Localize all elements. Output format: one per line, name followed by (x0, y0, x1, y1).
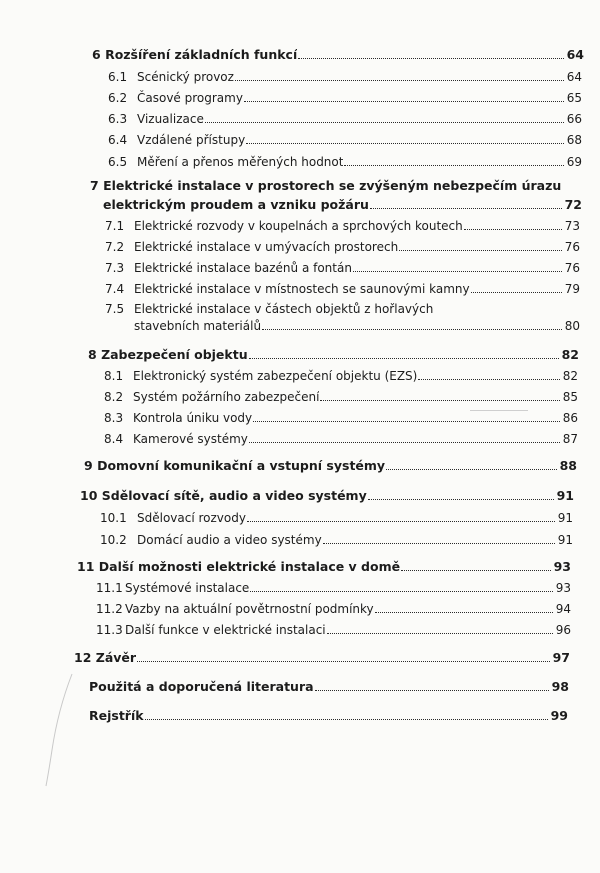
section-title: Domácí audio a video systémy (137, 533, 322, 547)
dot-leader (250, 591, 552, 592)
page-number: 99 (550, 708, 568, 723)
section-title: Systém požárního zabezpečení (133, 390, 320, 404)
section-title: Vazby na aktuální povětrnostní podmínky (125, 602, 374, 616)
page-number: 87 (562, 432, 578, 446)
toc-section-10-2[interactable] (100, 532, 573, 548)
section-number: 10.1 (100, 511, 127, 525)
section-title: Elektrické rozvody v koupelnách a sprchových koutech (134, 219, 463, 233)
section-number: 7.4 (105, 282, 125, 296)
section-number: 8.1 (104, 369, 124, 383)
chapter-number: 11 (77, 559, 95, 574)
section-title: Další funkce v elektrické instalaci (125, 623, 326, 637)
dot-leader (368, 499, 554, 500)
chapter-title: Domovní komunikační a vstupní systémy (97, 458, 386, 473)
chapter-number: 6 (92, 47, 101, 62)
dot-leader (249, 358, 559, 359)
section-number: 7.2 (105, 240, 125, 254)
section-number: 7.3 (105, 261, 125, 275)
section-title: Elektrické instalace v místnostech se saunovými kamny (134, 282, 470, 296)
toc-chapter-7-line1[interactable] (90, 178, 561, 194)
page-number: 64 (566, 70, 582, 84)
dot-leader (145, 719, 548, 720)
toc-section-8-4[interactable] (104, 431, 578, 447)
chapter-number: 10 (80, 488, 98, 503)
chapter-title: Další možnosti elektrické instalace v domě (98, 559, 401, 574)
section-number: 6.5 (108, 155, 128, 169)
page-number: 85 (562, 390, 578, 404)
section-number: 8.4 (104, 432, 124, 446)
dot-leader (298, 58, 563, 59)
section-number: 11.3 (96, 623, 123, 637)
toc-section-6-1[interactable] (108, 69, 582, 85)
section-number: 7.1 (105, 219, 125, 233)
dot-leader (315, 690, 549, 691)
section-title: Elektrické instalace v částech objektů z hořlavých (134, 302, 434, 316)
section-title: Elektrické instalace bazénů a fontán (134, 261, 352, 275)
toc-section-6-3[interactable] (108, 111, 582, 127)
chapter-number: 8 (88, 347, 97, 362)
dot-leader (386, 469, 557, 470)
section-title: Sdělovací rozvody (137, 511, 246, 525)
chapter-title: Použitá a doporučená literatura (89, 679, 314, 694)
page-number: 66 (566, 112, 582, 126)
chapter-label (80, 488, 367, 504)
chapter-title-continued: elektrickým proudem a vzniku požáru (103, 197, 369, 212)
dot-leader (205, 122, 564, 123)
toc-chapter-7-line2[interactable] (103, 197, 582, 213)
toc-chapter-12[interactable] (74, 650, 570, 666)
toc-section-10-1[interactable] (100, 510, 573, 526)
section-number: 8.3 (104, 411, 124, 425)
chapter-title: Elektrické instalace v prostorech se zvýšeným nebezpečím úrazu (103, 178, 562, 193)
dot-leader (323, 543, 555, 544)
toc-section-8-2[interactable] (104, 389, 578, 405)
toc-literature[interactable] (89, 679, 569, 695)
dot-leader (247, 521, 555, 522)
chapter-label (77, 559, 400, 575)
page-number: 94 (555, 602, 571, 616)
page-number: 72 (564, 197, 582, 212)
toc-section-11-1[interactable] (96, 580, 571, 596)
page-number: 82 (561, 347, 579, 362)
section-number: 6.4 (108, 133, 128, 147)
chapter-label (88, 347, 248, 363)
section-title: Elektronický systém zabezpečení objektu (EZS) (133, 369, 418, 383)
dot-leader (244, 101, 564, 102)
chapter-number: 9 (84, 458, 93, 473)
dot-leader (327, 633, 553, 634)
page-number: 98 (551, 679, 569, 694)
page-number: 79 (564, 282, 580, 296)
section-title: Scénický provoz (137, 70, 234, 84)
toc-section-6-5[interactable] (108, 154, 582, 170)
page-number: 96 (555, 623, 571, 637)
section-number: 6.3 (108, 112, 128, 126)
chapter-label (84, 458, 385, 474)
toc-section-7-5-line1[interactable] (105, 301, 433, 317)
page-number: 73 (564, 219, 580, 233)
chapter-label (74, 650, 136, 666)
page-number: 93 (555, 581, 571, 595)
chapter-title: Závěr (95, 650, 137, 665)
page-number: 68 (566, 133, 582, 147)
section-number: 6.2 (108, 91, 128, 105)
chapter-title: Rejstřík (89, 708, 144, 723)
page-number: 86 (562, 411, 578, 425)
dot-leader (471, 292, 562, 293)
toc-chapter-8[interactable] (88, 347, 579, 363)
dot-leader (401, 570, 551, 571)
chapter-title: Rozšíření základních funkcí (105, 47, 298, 62)
dot-leader (353, 271, 562, 272)
toc-chapter-6[interactable] (92, 47, 584, 63)
dot-leader (246, 143, 564, 144)
toc-section-6-4[interactable] (108, 132, 582, 148)
toc-section-6-2[interactable] (108, 90, 582, 106)
dot-leader (375, 612, 553, 613)
toc-section-8-3[interactable] (104, 410, 578, 426)
dot-leader (262, 329, 562, 330)
toc-section-7-4[interactable] (105, 281, 580, 297)
toc-chapter-9[interactable] (84, 458, 577, 474)
toc-section-7-3[interactable] (105, 260, 580, 276)
toc-chapter-10[interactable] (80, 488, 574, 504)
page-number: 65 (566, 91, 582, 105)
dot-leader (370, 208, 562, 209)
chapter-title: Sdělovací sítě, audio a video systémy (101, 488, 367, 503)
toc-chapter-11[interactable] (77, 559, 571, 575)
dot-leader (399, 250, 562, 251)
section-title: Kontrola úniku vody (133, 411, 253, 425)
page-number: 91 (557, 511, 573, 525)
section-title: Vzdálené přístupy (137, 133, 246, 147)
section-number: 8.2 (104, 390, 124, 404)
section-title-continued: stavebních materiálů (134, 319, 262, 333)
page-number: 97 (552, 650, 570, 665)
toc-section-11-2[interactable] (96, 601, 571, 617)
toc-section-11-3[interactable] (96, 622, 571, 638)
dot-leader (235, 80, 564, 81)
page-number: 76 (564, 240, 580, 254)
dot-leader (418, 379, 559, 380)
toc-section-7-2[interactable] (105, 239, 580, 255)
page-number: 93 (553, 559, 571, 574)
section-title: Elektrické instalace v umývacích prostorech (134, 240, 399, 254)
toc-section-7-5-line2[interactable] (134, 318, 580, 334)
section-title: Časové programy (137, 91, 243, 105)
chapter-number: 12 (74, 650, 92, 665)
section-number: 11.2 (96, 602, 123, 616)
dot-leader (464, 229, 562, 230)
chapter-title: Zabezpečení objektu (101, 347, 248, 362)
chapter-number: 7 (90, 178, 99, 193)
scan-artifact-line (470, 410, 528, 411)
page-number: 88 (559, 458, 577, 473)
section-title: Kamerové systémy (133, 432, 248, 446)
section-number: 11.1 (96, 581, 123, 595)
dot-leader (253, 421, 560, 422)
chapter-label (92, 47, 297, 63)
dot-leader (249, 442, 560, 443)
page-number: 82 (562, 369, 578, 383)
page-number: 76 (564, 261, 580, 275)
page-number: 69 (566, 155, 582, 169)
page-number: 91 (557, 533, 573, 547)
section-number: 6.1 (108, 70, 128, 84)
section-title: Měření a přenos měřených hodnot (137, 155, 344, 169)
toc-section-8-1[interactable] (104, 368, 578, 384)
dot-leader (344, 165, 563, 166)
dot-leader (320, 400, 559, 401)
page-number: 64 (566, 47, 584, 62)
page-number: 80 (564, 319, 580, 333)
toc-index[interactable] (89, 708, 568, 724)
dot-leader (137, 661, 550, 662)
section-number: 10.2 (100, 533, 127, 547)
scan-artifact-left (40, 670, 80, 790)
section-number: 7.5 (105, 302, 125, 316)
section-title: Vizualizace (137, 112, 204, 126)
toc-section-7-1[interactable] (105, 218, 580, 234)
section-title: Systémové instalace (125, 581, 250, 595)
page-number: 91 (556, 488, 574, 503)
